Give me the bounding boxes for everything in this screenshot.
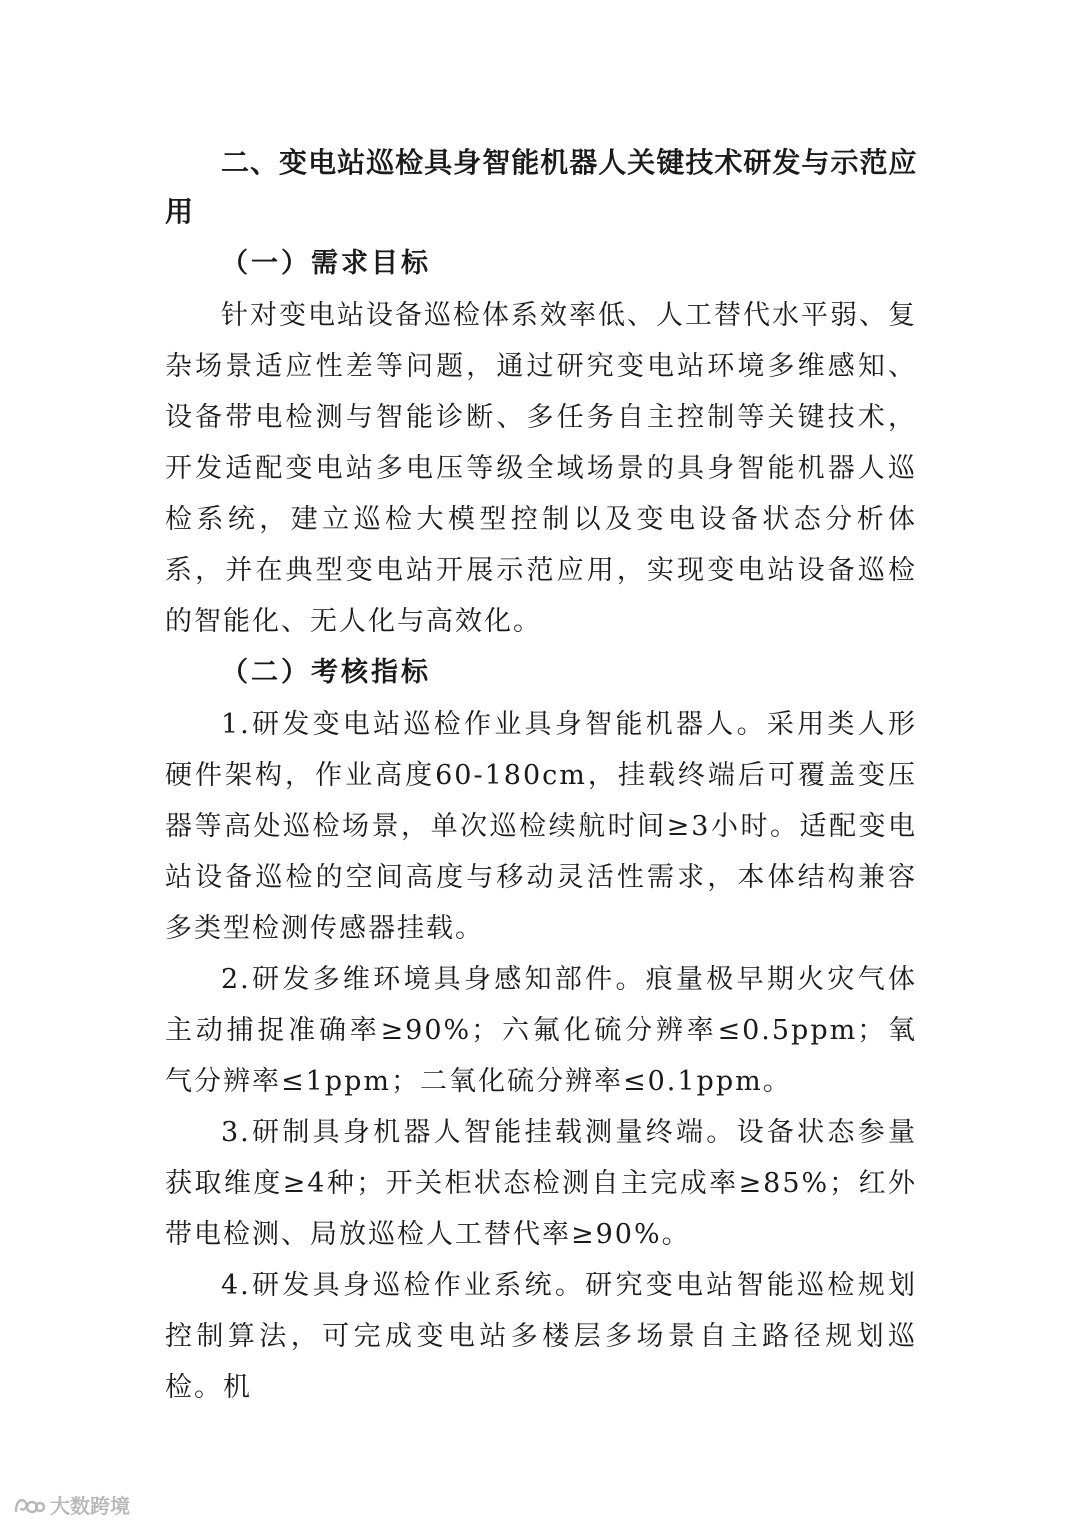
- section-heading-indicators: （二）考核指标: [221, 657, 431, 688]
- document-page: [165, 138, 917, 1413]
- logo-icon: [12, 1493, 46, 1517]
- requirements-paragraph: 针对变电站设备巡检体系效率低、人工替代水平弱、复杂场景适应性差等问题，通过研究变电站环境多维感知、设备带电检测与智能诊断、多任务自主控制等关键技术，开发适配变电站多电压等级全域场景的具身智能机器人巡检系统，建立巡检大模型控制以及变电设备状态分析体系，并在典型变电站开展示范应用，实现变电站设备巡检的智能化、无人化与高效化。: [165, 300, 917, 637]
- watermark-text: 大数跨境: [50, 1494, 130, 1518]
- indicator-item-2: 2.研发多维环境具身感知部件。痕量极早期火灾气体主动捕捉准确率≥90%；六氟化硫分辨率≤0.5ppm；氧气分辨率≤1ppm；二氧化硫分辨率≤0.1ppm。: [165, 964, 917, 1097]
- document-title: 二、变电站巡检具身智能机器人关键技术研发与示范应用: [165, 146, 917, 228]
- indicator-item-1: 1.研发变电站巡检作业具身智能机器人。采用类人形硬件架构，作业高度60-180cm，挂载终端后可覆盖变压器等高处巡检场景，单次巡检续航时间≥3小时。适配变电站设备巡检的空间高度与移动灵活性需求，本体结构兼容多类型检测传感器挂载。: [165, 709, 917, 944]
- watermark: [12, 1490, 130, 1519]
- section-heading-requirements: （一）需求目标: [221, 248, 431, 279]
- indicator-item-3: 3.研制具身机器人智能挂载测量终端。设备状态参量获取维度≥4种；开关柜状态检测自主完成率≥85%；红外带电检测、局放巡检人工替代率≥90%。: [165, 1117, 917, 1250]
- indicator-item-4: 4.研发具身巡检作业系统。研究变电站智能巡检规划控制算法，可完成变电站多楼层多场景自主路径规划巡检。机: [165, 1270, 917, 1403]
